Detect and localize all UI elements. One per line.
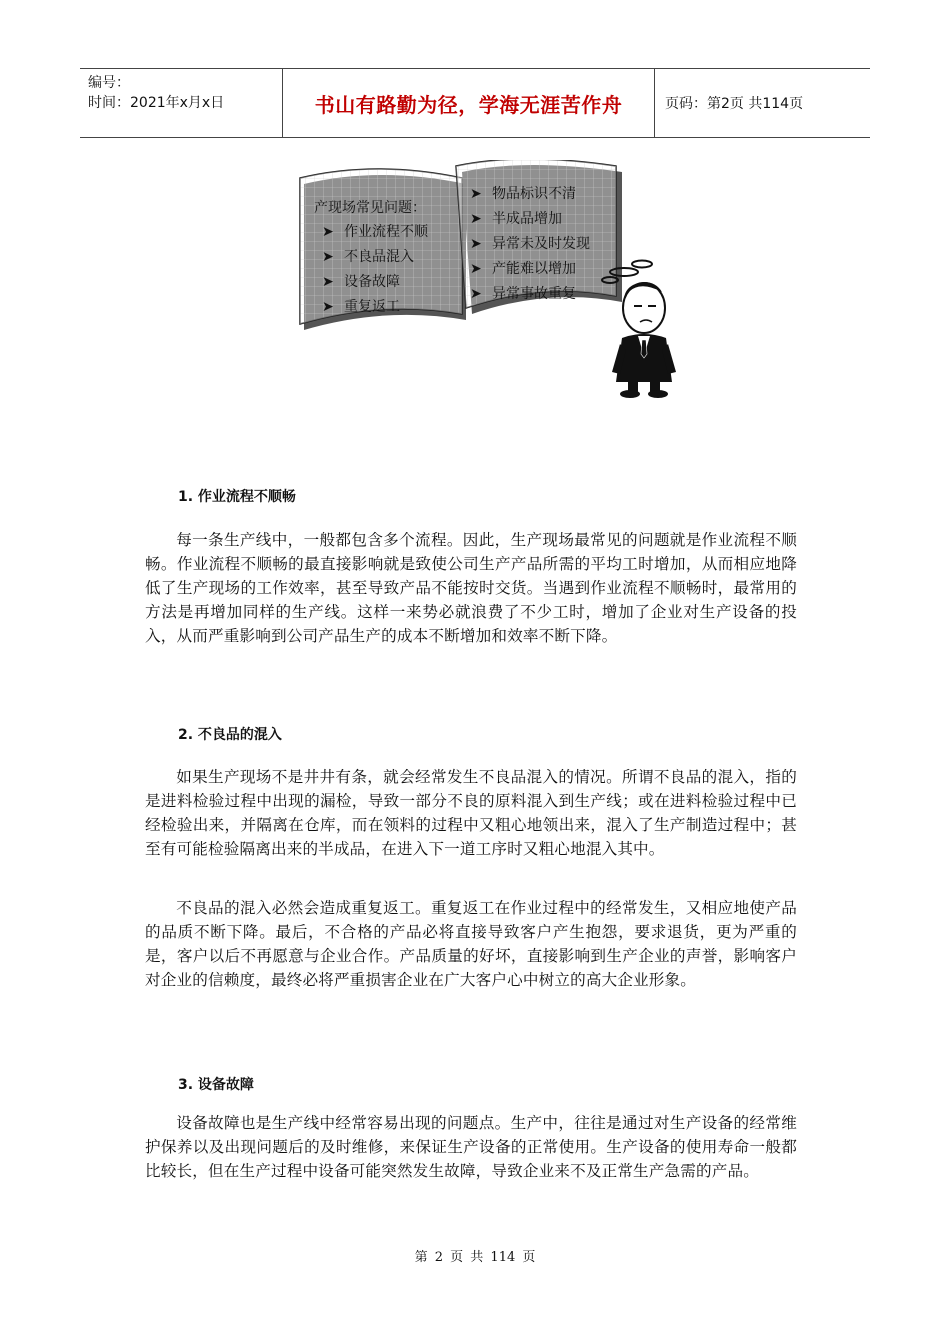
section-heading: 1. 作业流程不顺畅 (178, 489, 296, 505)
header-meta (80, 69, 283, 137)
section-paragraph: 设备故障也是生产线中经常容易出现的问题点。生产中，往往是通过对生产设备的经常维护保养以及出现问题后的及时维修，来保证生产设备的正常使用。生产设备的使用寿命一般都比较长，但在生产过程中设备可能突然发生故障，导致企业来不及正常生产急需的产品。 (145, 1114, 797, 1180)
left-note-item: 不良品混入 (344, 249, 414, 265)
section-paragraph: 如果生产现场不是井井有条，就会经常发生不良品混入的情况。所谓不良品的混入，指的是进料检验过程中出现的漏检，导致一部分不良的原料混入到生产线；或在进料检验过程中已经检验出来，并隔离在仓库，而在领料的过程中又粗心地领出来，混入了生产制造过程中；甚至有可能检验隔离出来的半成品，在进入下一道工序时又粗心地混入其中。 (145, 768, 797, 858)
right-note-item: 异常未及时发现 (492, 236, 590, 252)
page-footer: 第 2 页 共 114 页 (414, 1250, 536, 1265)
document-number: 编号： (88, 75, 130, 91)
arrow-icon: ➤ (470, 261, 482, 277)
left-note-item: 作业流程不顺 (344, 224, 428, 240)
right-note-item: 物品标识不清 (492, 186, 576, 202)
section-paragraph: 每一条生产线中，一般都包含多个流程。因此，生产现场最常见的问题就是作业流程不顺畅。作业流程不顺畅的最直接影响就是致使公司生产产品所需的平均工时增加，从而相应地降低了生产现场的工作效率，甚至导致产品不能按时交货。当遇到作业流程不顺畅时，最常用的方法是再增加同样的生产线。这样一来势必就浪费了不少工时，增加了企业对生产设备的投入，从而严重影响到公司产品生产的成本不断增加和效率不断下降。 (145, 531, 797, 645)
header-motto: 书山有路勤为径，学海无涯苦作舟 (314, 92, 623, 117)
right-note-item: 异常事故重复 (492, 286, 576, 302)
arrow-icon: ➤ (470, 186, 482, 202)
section-heading: 3. 设备故障 (178, 1077, 254, 1093)
arrow-icon: ➤ (470, 236, 482, 252)
arrow-icon: ➤ (470, 286, 482, 302)
arrow-icon: ➤ (322, 299, 334, 315)
page-header (80, 68, 870, 138)
arrow-icon: ➤ (322, 224, 334, 240)
arrow-icon: ➤ (322, 249, 334, 265)
arrow-icon: ➤ (470, 211, 482, 227)
right-note-item: 产能难以增加 (492, 261, 576, 277)
document-date: 时间：2021年x月x日 (88, 95, 225, 111)
section-heading: 2. 不良品的混入 (178, 727, 282, 743)
header-motto-cell (283, 69, 655, 137)
header-page-cell (655, 69, 870, 137)
workshop-problems-illustration (296, 160, 676, 400)
header-page-info: 页码：第2页 共114页 (665, 96, 804, 112)
left-note-title: 产现场常见问题： (314, 200, 426, 216)
right-note-item: 半成品增加 (492, 211, 562, 227)
left-note-item: 重复返工 (344, 299, 400, 315)
section-paragraph: 不良品的混入必然会造成重复返工。重复返工在作业过程中的经常发生，又相应地使产品的品质不断下降。最后，不合格的产品必将直接导致客户产生抱怨，要求退货，更为严重的是，客户以后不再愿意与企业合作。产品质量的好坏，直接影响到生产企业的声誉，影响客户对企业的信赖度，最终必将严重损害企业在广大客户心中树立的高大企业形象。 (145, 899, 797, 989)
left-note-item: 设备故障 (344, 274, 400, 290)
arrow-icon: ➤ (322, 274, 334, 290)
